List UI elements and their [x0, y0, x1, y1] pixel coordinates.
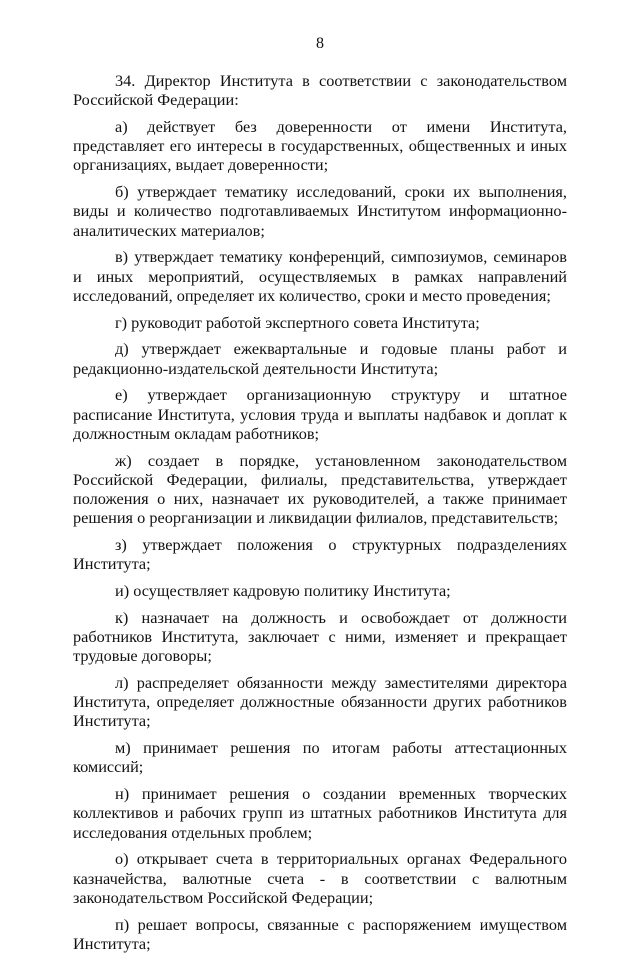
paragraph-item-o: о) открывает счета в территориальных органах Федерального казначейства, валютные счета - в соответствии с валютным законодательством Российской Федерации;: [73, 849, 567, 907]
paragraph-34-intro: 34. Директор Института в соответствии с законодательством Российской Федерации:: [73, 71, 567, 110]
paragraph-item-e: е) утверждает организационную структуру и штатное расписание Института, условия труда и выплаты надбавок и доплат к должностным окладам работников;: [73, 385, 567, 443]
paragraph-item-n: н) принимает решения о создании временных творческих коллективов и рабочих групп из штатных работников Института для исследования отдельных проблем;: [73, 784, 567, 842]
paragraph-item-l: л) распределяет обязанности между заместителями директора Института, определяет должностные обязанности других работников Института;: [73, 673, 567, 731]
paragraph-item-g: г) руководит работой экспертного совета Института;: [115, 312, 480, 332]
paragraph-item-v: в) утверждает тематику конференций, симпозиумов, семинаров и иных мероприятий, осуществляемых в рамках направлений исследований, определяет их количество, сроки и место проведения;: [73, 247, 567, 305]
paragraph-item-zh: ж) создает в порядке, установленном законодательством Российской Федерации, филиалы, представительства, утверждает положения о них, назначает их руководителей, а также принимает решения о реорганизации и ликвидации филиалов, представительств;: [73, 450, 567, 528]
paragraph-item-z: з) утверждает положения о структурных подразделениях Института;: [73, 535, 567, 574]
paragraph-item-d: д) утверждает ежеквартальные и годовые планы работ и редакционно-издательской деятельности Института;: [73, 339, 567, 378]
paragraph-item-p: п) решает вопросы, связанные с распоряжением имуществом Института;: [73, 914, 567, 953]
paragraph-item-a: а) действует без доверенности от имени Института, представляет его интересы в государственных, общественных и иных организациях, выдает доверенности;: [73, 117, 567, 175]
page-number: 8: [316, 35, 324, 52]
paragraph-item-b: б) утверждает тематику исследований, сроки их выполнения, виды и количество подготавливаемых Институтом информационно-аналитических материалов;: [73, 182, 567, 240]
paragraph-item-i: и) осуществляет кадровую политику Института;: [115, 581, 451, 601]
paragraph-item-m: м) принимает решения по итогам работы аттестационных комиссий;: [73, 738, 567, 777]
document-body: [73, 71, 567, 961]
paragraph-item-k: к) назначает на должность и освобождает от должности работников Института, заключает с ними, изменяет и прекращает трудовые договоры;: [73, 607, 567, 666]
